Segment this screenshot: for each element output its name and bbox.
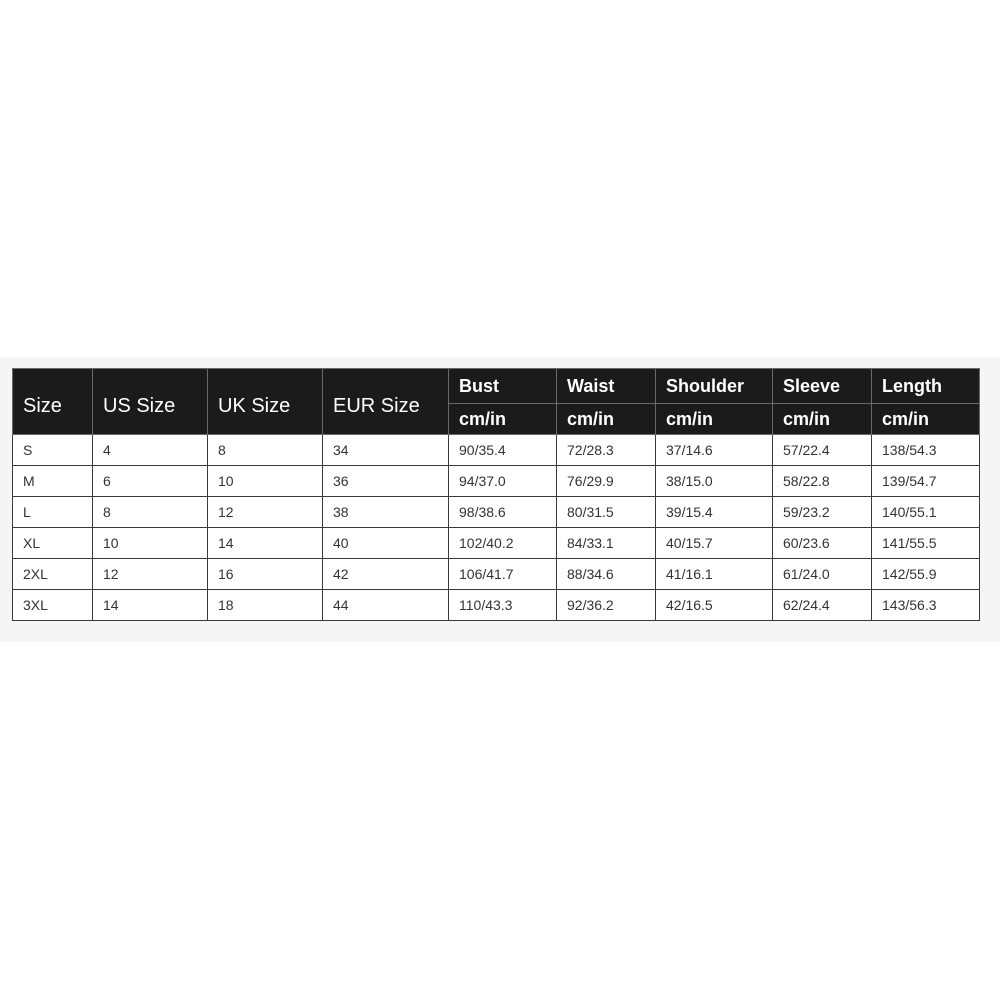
cell-waist: 76/29.9 xyxy=(557,466,656,497)
cell-uk-size: 16 xyxy=(208,559,323,590)
unit-sleeve: cm/in xyxy=(773,404,872,435)
header-uk-size: UK Size xyxy=(208,369,323,435)
cell-shoulder: 39/15.4 xyxy=(656,497,773,528)
cell-size: 2XL xyxy=(13,559,93,590)
cell-us-size: 10 xyxy=(93,528,208,559)
table-row xyxy=(13,528,980,559)
cell-size: L xyxy=(13,497,93,528)
table-row xyxy=(13,466,980,497)
cell-sleeve: 59/23.2 xyxy=(773,497,872,528)
cell-uk-size: 14 xyxy=(208,528,323,559)
header-bust: Bust xyxy=(449,369,557,404)
cell-eur-size: 40 xyxy=(323,528,449,559)
cell-sleeve: 60/23.6 xyxy=(773,528,872,559)
cell-us-size: 6 xyxy=(93,466,208,497)
header-waist: Waist xyxy=(557,369,656,404)
header-sleeve: Sleeve xyxy=(773,369,872,404)
table-header xyxy=(13,369,980,435)
cell-length: 138/54.3 xyxy=(872,435,980,466)
header-size: Size xyxy=(13,369,93,435)
cell-length: 141/55.5 xyxy=(872,528,980,559)
table-row xyxy=(13,590,980,621)
cell-waist: 92/36.2 xyxy=(557,590,656,621)
cell-shoulder: 42/16.5 xyxy=(656,590,773,621)
cell-uk-size: 10 xyxy=(208,466,323,497)
cell-size: M xyxy=(13,466,93,497)
cell-size: XL xyxy=(13,528,93,559)
cell-length: 139/54.7 xyxy=(872,466,980,497)
cell-eur-size: 38 xyxy=(323,497,449,528)
cell-bust: 98/38.6 xyxy=(449,497,557,528)
cell-bust: 102/40.2 xyxy=(449,528,557,559)
table-row xyxy=(13,497,980,528)
header-us-size: US Size xyxy=(93,369,208,435)
cell-waist: 72/28.3 xyxy=(557,435,656,466)
cell-sleeve: 57/22.4 xyxy=(773,435,872,466)
cell-sleeve: 58/22.8 xyxy=(773,466,872,497)
cell-length: 140/55.1 xyxy=(872,497,980,528)
cell-eur-size: 42 xyxy=(323,559,449,590)
cell-bust: 110/43.3 xyxy=(449,590,557,621)
size-chart-table xyxy=(12,368,980,621)
header-shoulder: Shoulder xyxy=(656,369,773,404)
cell-eur-size: 36 xyxy=(323,466,449,497)
cell-bust: 94/37.0 xyxy=(449,466,557,497)
cell-us-size: 4 xyxy=(93,435,208,466)
cell-shoulder: 38/15.0 xyxy=(656,466,773,497)
cell-uk-size: 18 xyxy=(208,590,323,621)
cell-eur-size: 44 xyxy=(323,590,449,621)
table-body xyxy=(13,435,980,621)
cell-us-size: 8 xyxy=(93,497,208,528)
cell-bust: 90/35.4 xyxy=(449,435,557,466)
table-row xyxy=(13,559,980,590)
cell-sleeve: 62/24.4 xyxy=(773,590,872,621)
cell-waist: 84/33.1 xyxy=(557,528,656,559)
cell-waist: 80/31.5 xyxy=(557,497,656,528)
header-eur-size: EUR Size xyxy=(323,369,449,435)
cell-shoulder: 37/14.6 xyxy=(656,435,773,466)
cell-uk-size: 8 xyxy=(208,435,323,466)
cell-bust: 106/41.7 xyxy=(449,559,557,590)
cell-uk-size: 12 xyxy=(208,497,323,528)
cell-sleeve: 61/24.0 xyxy=(773,559,872,590)
cell-length: 143/56.3 xyxy=(872,590,980,621)
cell-shoulder: 41/16.1 xyxy=(656,559,773,590)
unit-length: cm/in xyxy=(872,404,980,435)
unit-shoulder: cm/in xyxy=(656,404,773,435)
header-length: Length xyxy=(872,369,980,404)
unit-waist: cm/in xyxy=(557,404,656,435)
table-row xyxy=(13,435,980,466)
cell-eur-size: 34 xyxy=(323,435,449,466)
header-row xyxy=(13,369,980,404)
unit-bust: cm/in xyxy=(449,404,557,435)
cell-size: 3XL xyxy=(13,590,93,621)
cell-shoulder: 40/15.7 xyxy=(656,528,773,559)
cell-us-size: 14 xyxy=(93,590,208,621)
cell-length: 142/55.9 xyxy=(872,559,980,590)
cell-waist: 88/34.6 xyxy=(557,559,656,590)
cell-us-size: 12 xyxy=(93,559,208,590)
cell-size: S xyxy=(13,435,93,466)
